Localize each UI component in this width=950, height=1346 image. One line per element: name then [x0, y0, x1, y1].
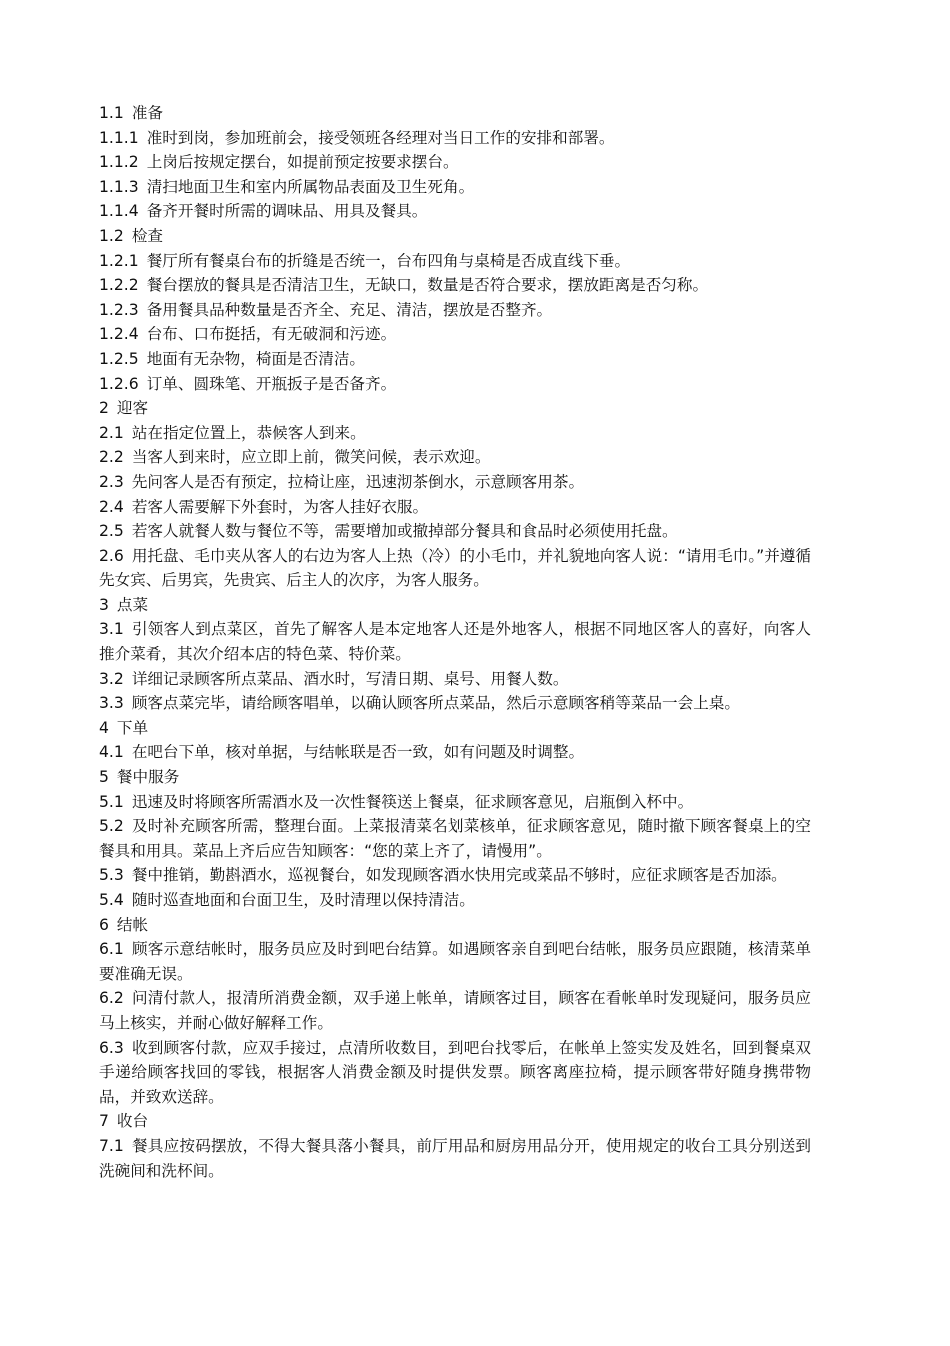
section-heading [99, 101, 811, 126]
item-number: 1.2.6 [99, 374, 139, 393]
item-text: 及时补充顾客所需，整理台面。上菜报清菜名划菜核单，征求顾客意见，随时撤下顾客餐桌上的空餐具和用具。菜品上齐后应告知顾客：“您的菜上齐了，请慢用”。 [99, 817, 811, 860]
list-item [99, 126, 811, 151]
document-body [99, 101, 811, 1183]
list-item [99, 691, 811, 716]
item-text: 地面有无杂物，椅面是否清洁。 [146, 349, 366, 368]
item-number: 1.2.1 [99, 251, 139, 270]
list-item [99, 249, 811, 274]
list-item [99, 1036, 811, 1110]
item-text: 清扫地面卫生和室内所属物品表面及卫生死角。 [146, 177, 475, 196]
item-number: 1.2.4 [99, 325, 139, 344]
list-item [99, 273, 811, 298]
item-text: 用托盘、毛巾夹从客人的右边为客人上热（冷）的小毛巾，并礼貌地向客人说：“请用毛巾。”并遵循先女宾、后男宾，先贵宾、后主人的次序，为客人服务。 [99, 546, 811, 590]
list-item [99, 1134, 811, 1183]
item-text: 若客人需要解下外套时，为客人挂好衣服。 [131, 497, 429, 516]
item-text: 备用餐具品种数量是否齐全、充足、清洁，摆放是否整齐。 [146, 300, 553, 319]
section-heading [99, 396, 811, 421]
item-text: 在吧台下单，核对单据，与结帐联是否一致，如有问题及时调整。 [131, 743, 585, 762]
list-item [99, 347, 811, 372]
item-text: 检查 [131, 226, 164, 245]
item-number: 1.2 [99, 226, 124, 245]
list-item [99, 888, 811, 913]
item-number: 1.2.2 [99, 276, 139, 295]
item-text: 准时到岗，参加班前会，接受领班各经理对当日工作的安排和部署。 [146, 128, 615, 147]
item-text: 餐中服务 [116, 768, 180, 787]
list-item [99, 150, 811, 175]
item-text: 随时巡查地面和台面卫生，及时清理以保持清洁。 [131, 891, 475, 909]
item-text: 结帐 [116, 915, 149, 934]
list-item [99, 937, 811, 986]
item-number: 7.1 [99, 1136, 124, 1155]
section-heading [99, 1109, 811, 1134]
list-item [99, 519, 811, 544]
item-number: 4.1 [99, 743, 124, 762]
section-heading [99, 593, 811, 618]
item-number: 2.3 [99, 472, 124, 491]
item-text: 点菜 [116, 595, 149, 614]
item-text: 详细记录顾客所点菜品、酒水时，写清日期、桌号、用餐人数。 [131, 669, 569, 688]
list-item [99, 986, 811, 1035]
item-number: 1.1 [99, 104, 124, 122]
item-text: 引领客人到点菜区，首先了解客人是本定地客人还是外地客人，根据不同地区客人的喜好，向客人推介菜肴，其次介绍本店的特色菜、特价菜。 [99, 620, 811, 664]
item-text: 备齐开餐时所需的调味品、用具及餐具。 [146, 202, 428, 221]
list-item [99, 199, 811, 224]
item-number: 1.2.5 [99, 349, 139, 368]
item-number: 5.2 [99, 817, 124, 836]
item-text: 餐中推销，勤斟酒水，巡视餐台，如发现顾客酒水快用完或菜品不够时，应征求顾客是否加添。 [131, 866, 787, 885]
item-number: 3.1 [99, 620, 124, 639]
item-text: 订单、圆珠笔、开瓶扳子是否备齐。 [146, 374, 397, 393]
item-number: 2.6 [99, 546, 124, 565]
list-item [99, 298, 811, 323]
item-number: 5 [99, 768, 109, 787]
list-item [99, 790, 811, 815]
list-item [99, 175, 811, 200]
item-text: 台布、口布挺括，有无破洞和污迹。 [146, 325, 397, 344]
item-number: 6.1 [99, 940, 124, 959]
item-number: 6.3 [99, 1038, 124, 1057]
item-number: 1.1.4 [99, 202, 139, 221]
item-number: 5.3 [99, 866, 124, 885]
section-heading [99, 765, 811, 790]
item-number: 2.4 [99, 497, 124, 516]
item-number: 6 [99, 915, 109, 934]
item-text: 下单 [116, 718, 149, 737]
item-number: 1.1.3 [99, 177, 139, 196]
item-text: 迅速及时将顾客所需酒水及一次性餐筷送上餐桌，征求顾客意见，启瓶倒入杯中。 [131, 792, 694, 811]
item-text: 顾客示意结帐时，服务员应及时到吧台结算。如遇顾客亲自到吧台结帐，服务员应跟随，核清菜单要准确无误。 [99, 940, 811, 983]
list-item [99, 617, 811, 666]
section-heading [99, 913, 811, 938]
item-number: 3 [99, 595, 109, 614]
list-item [99, 495, 811, 520]
item-number: 3.3 [99, 694, 124, 713]
item-text: 先问客人是否有预定，拉椅让座，迅速沏茶倒水，示意顾客用茶。 [131, 472, 585, 491]
item-number: 1.2.3 [99, 300, 139, 319]
item-number: 2.5 [99, 522, 124, 541]
item-number: 3.2 [99, 669, 124, 688]
item-text: 准备 [131, 104, 164, 122]
list-item [99, 445, 811, 470]
item-text: 上岗后按规定摆台，如提前预定按要求摆台。 [146, 153, 459, 172]
item-number: 1.1.1 [99, 128, 139, 147]
item-text: 迎客 [116, 399, 149, 418]
item-text: 餐厅所有餐桌台布的折缝是否统一，台布四角与桌椅是否成直线下垂。 [146, 251, 631, 270]
list-item [99, 470, 811, 495]
item-text: 收台 [116, 1112, 149, 1131]
item-number: 2 [99, 399, 109, 418]
list-item [99, 322, 811, 347]
item-text: 餐具应按码摆放，不得大餐具落小餐具，前厅用品和厨房用品分开，使用规定的收台工具分别送到洗碗间和洗杯间。 [99, 1136, 811, 1180]
list-item [99, 814, 811, 863]
section-heading [99, 224, 811, 249]
list-item [99, 667, 811, 692]
item-number: 1.1.2 [99, 153, 139, 172]
list-item [99, 372, 811, 397]
section-heading [99, 716, 811, 741]
list-item [99, 421, 811, 446]
item-text: 顾客点菜完毕，请给顾客唱单，以确认顾客所点菜品，然后示意顾客稍等菜品一会上桌。 [131, 694, 740, 713]
item-number: 4 [99, 718, 109, 737]
item-text: 收到顾客付款，应双手接过，点清所收数目，到吧台找零后，在帐单上签实发及姓名，回到餐桌双手递给顾客找回的零钱，根据客人消费金额及时提供发票。顾客离座拉椅，提示顾客带好随身携带物品，并致欢送辞。 [99, 1038, 811, 1106]
item-text: 餐台摆放的餐具是否清洁卫生，无缺口，数量是否符合要求，摆放距离是否匀称。 [146, 276, 709, 295]
item-number: 2.2 [99, 448, 124, 467]
item-text: 问清付款人，报清所消费金额，双手递上帐单，请顾客过目，顾客在看帐单时发现疑问，服务员应马上核实，并耐心做好解释工作。 [99, 989, 811, 1032]
item-number: 5.1 [99, 792, 124, 811]
item-number: 7 [99, 1112, 109, 1131]
item-text: 站在指定位置上，恭候客人到来。 [131, 423, 366, 442]
item-number: 6.2 [99, 989, 124, 1008]
item-number: 2.1 [99, 423, 124, 442]
item-text: 若客人就餐人数与餐位不等，需要增加或撤掉部分餐具和食品时必须使用托盘。 [131, 522, 678, 541]
list-item [99, 544, 811, 593]
item-text: 当客人到来时，应立即上前，微笑问候，表示欢迎。 [131, 448, 491, 467]
list-item [99, 740, 811, 765]
item-number: 5.4 [99, 891, 124, 909]
list-item [99, 863, 811, 888]
